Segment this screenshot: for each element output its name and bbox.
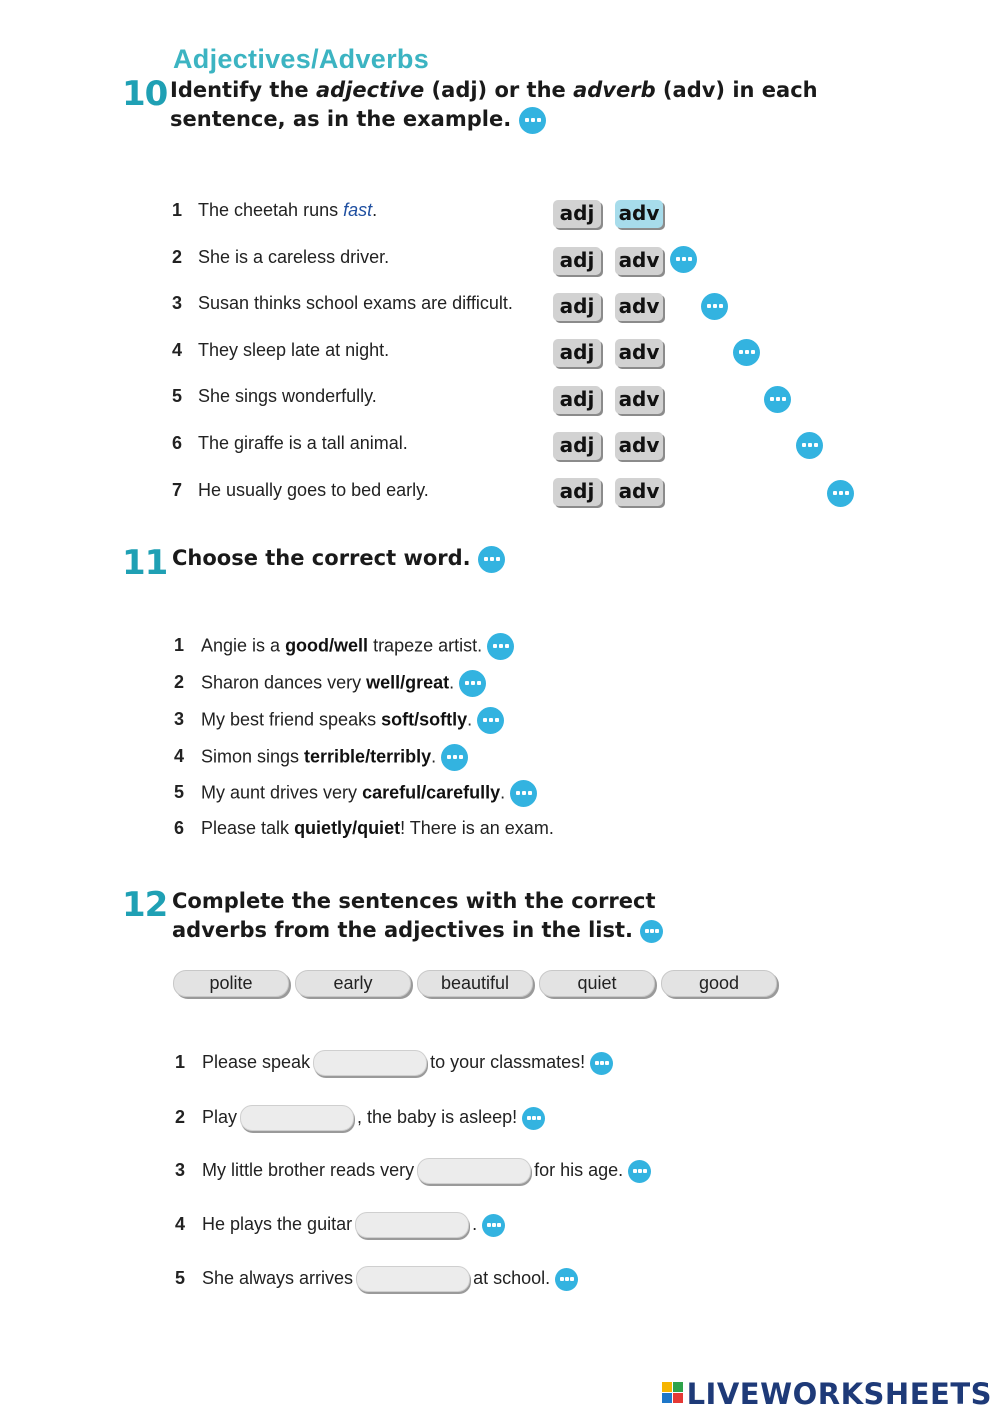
- ex10-item-2-adv-button[interactable]: adv: [615, 247, 663, 275]
- page-title: Adjectives/Adverbs: [173, 44, 430, 74]
- word-choice[interactable]: careful/carefully: [362, 782, 501, 803]
- answer-input[interactable]: [240, 1105, 354, 1131]
- answer-input[interactable]: [356, 1266, 470, 1292]
- ex12-item-3: 3 My little brother reads very for his age.: [175, 1158, 651, 1184]
- ex10-item-4-adj-button[interactable]: adj: [553, 339, 601, 367]
- word-choice[interactable]: quietly/quiet: [294, 818, 401, 838]
- audio-play-icon[interactable]: [459, 670, 486, 697]
- ex10-item-1-adj-button[interactable]: adj: [553, 200, 601, 228]
- audio-play-icon[interactable]: [796, 432, 823, 459]
- exercise-10-number: 10: [122, 74, 168, 114]
- ex10-item-7-adv-button[interactable]: adv: [615, 478, 663, 506]
- exercise-11-instruction: Choose the correct word.: [172, 544, 505, 573]
- ex10-item-3-adv-button[interactable]: adv: [615, 293, 663, 321]
- audio-play-icon[interactable]: [482, 1214, 505, 1237]
- ex12-item-5: 5 She always arrives at school.: [175, 1266, 578, 1292]
- word-bank-chip[interactable]: quiet: [539, 970, 655, 997]
- ex10-item-7-adj-button[interactable]: adj: [553, 478, 601, 506]
- audio-play-icon[interactable]: [487, 633, 514, 660]
- ex11-item-2: 2 Sharon dances very well/great.: [174, 670, 486, 697]
- audio-play-icon[interactable]: [522, 1107, 545, 1130]
- audio-play-icon[interactable]: [628, 1160, 651, 1183]
- word-choice[interactable]: well/great: [366, 672, 450, 693]
- exercise-10-instruction: Identify the adjective (adj) or the adverb (adv) in each sentence, as in the example.: [170, 76, 818, 134]
- ex12-item-1: 1 Please speak to your classmates!: [175, 1050, 613, 1076]
- ex11-item-3: 3 My best friend speaks soft/softly.: [174, 707, 504, 734]
- ex10-item-4: 4 They sleep late at night.: [172, 340, 390, 360]
- word-choice[interactable]: terrible/terribly: [304, 746, 432, 767]
- ex10-item-7: 7 He usually goes to bed early.: [172, 480, 429, 500]
- ex10-item-6-adj-button[interactable]: adj: [553, 432, 601, 460]
- answer-input[interactable]: [355, 1212, 469, 1238]
- audio-play-icon[interactable]: [519, 107, 546, 134]
- liveworksheets-logo-icon: [662, 1382, 684, 1404]
- answer-input[interactable]: [313, 1050, 427, 1076]
- audio-play-icon[interactable]: [477, 707, 504, 734]
- ex10-item-2-adj-button[interactable]: adj: [553, 247, 601, 275]
- audio-play-icon[interactable]: [670, 246, 697, 273]
- ex10-item-5: 5 She sings wonderfully.: [172, 386, 377, 406]
- audio-play-icon[interactable]: [555, 1268, 578, 1291]
- ex10-item-4-adv-button[interactable]: adv: [615, 339, 663, 367]
- audio-play-icon[interactable]: [764, 386, 791, 413]
- exercise-11-number: 11: [122, 543, 168, 583]
- audio-play-icon[interactable]: [640, 920, 663, 943]
- audio-play-icon[interactable]: [827, 480, 854, 507]
- ex11-item-1: 1 Angie is a good/well trapeze artist.: [174, 633, 514, 660]
- audio-play-icon[interactable]: [441, 744, 468, 771]
- ex10-item-3: 3 Susan thinks school exams are difficult.: [172, 293, 513, 313]
- ex11-item-6: 6 Please talk quietly/quiet! There is an exam.: [174, 818, 554, 838]
- audio-play-icon[interactable]: [701, 293, 728, 320]
- ex10-item-5-adj-button[interactable]: adj: [553, 386, 601, 414]
- ex10-item-1-adv-button[interactable]: adv: [615, 200, 663, 228]
- word-bank-chip[interactable]: polite: [173, 970, 289, 997]
- word-bank-chip[interactable]: good: [661, 970, 777, 997]
- audio-play-icon[interactable]: [510, 780, 537, 807]
- ex12-item-4: 4 He plays the guitar .: [175, 1212, 505, 1238]
- ex12-item-2: 2 Play , the baby is asleep!: [175, 1105, 545, 1131]
- exercise-12-number: 12: [122, 885, 168, 925]
- word-choice[interactable]: soft/softly: [381, 709, 468, 730]
- word-bank-chip[interactable]: beautiful: [417, 970, 533, 997]
- liveworksheets-logo: LIVEWORKSHEETS: [662, 1377, 992, 1411]
- ex10-item-5-adv-button[interactable]: adv: [615, 386, 663, 414]
- audio-play-icon[interactable]: [733, 339, 760, 366]
- word-bank-chip[interactable]: early: [295, 970, 411, 997]
- word-choice[interactable]: good/well: [285, 635, 369, 656]
- ex10-item-1: 1 The cheetah runs fast.: [172, 200, 378, 220]
- answer-input[interactable]: [417, 1158, 531, 1184]
- ex11-item-4: 4 Simon sings terrible/terribly.: [174, 744, 468, 771]
- exercise-12-instruction: Complete the sentences with the correct adverbs from the adjectives in the list.: [172, 887, 663, 945]
- ex11-item-5: 5 My aunt drives very careful/carefully.: [174, 780, 537, 807]
- audio-play-icon[interactable]: [478, 546, 505, 573]
- ex10-item-6: 6 The giraffe is a tall animal.: [172, 433, 408, 453]
- ex10-item-2: 2 She is a careless driver.: [172, 247, 390, 267]
- ex10-item-3-adj-button[interactable]: adj: [553, 293, 601, 321]
- audio-play-icon[interactable]: [590, 1052, 613, 1075]
- ex10-item-6-adv-button[interactable]: adv: [615, 432, 663, 460]
